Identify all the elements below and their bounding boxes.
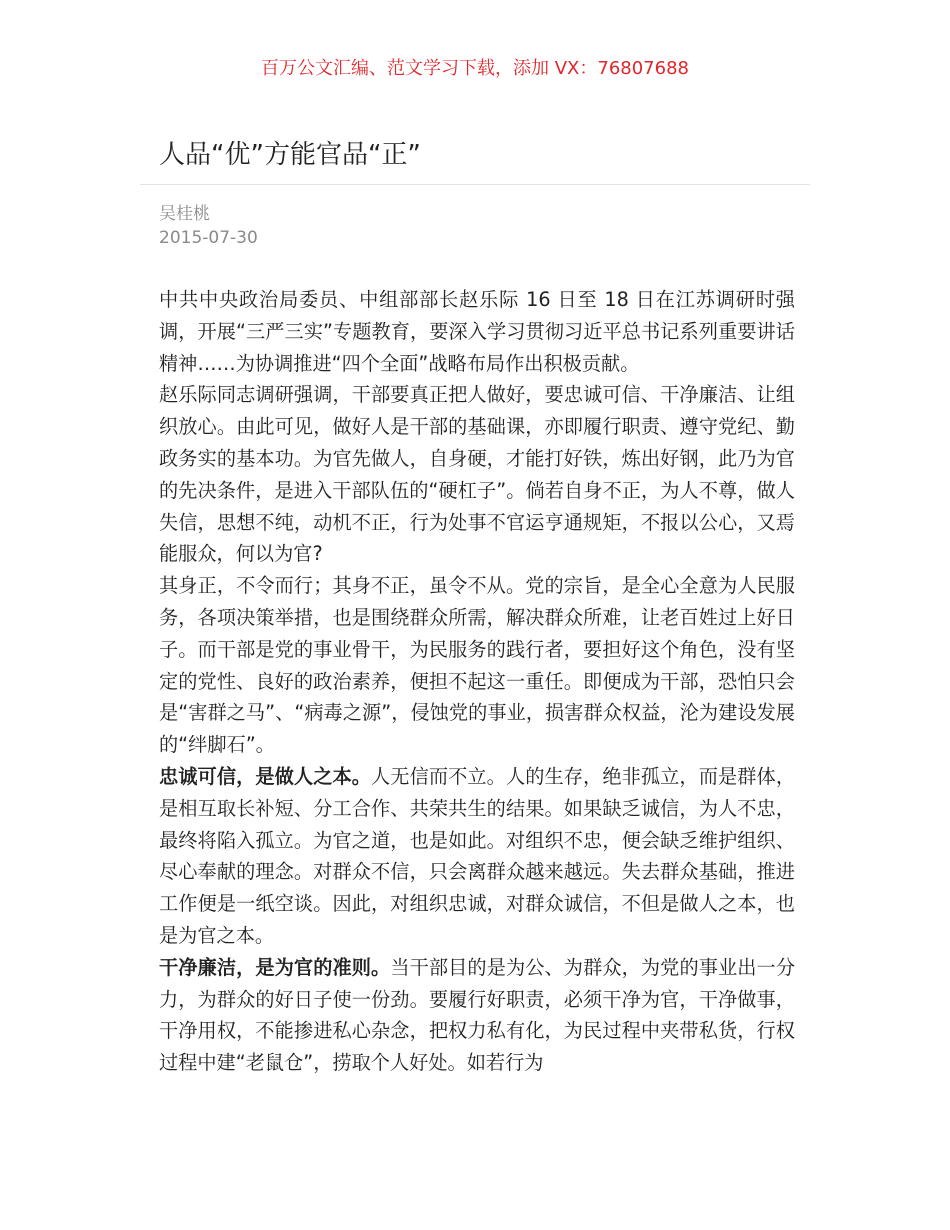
promo-banner: 百万公文汇编、范文学习下载，添加 VX：76807688 — [261, 58, 689, 79]
article-paragraph — [159, 284, 795, 379]
article-paragraph — [159, 570, 795, 761]
paragraph-lead: 干净廉洁，是为官的准则。 — [159, 955, 391, 979]
article-paragraph — [159, 379, 795, 570]
article-paragraph — [159, 952, 795, 1079]
paragraph-text: 人无信而不立。人的生存，绝非孤立，而是群体，是相互取长补短、分工合作、共荣共生的结果。如果缺乏诚信，为人不忠，最终将陷入孤立。为官之道，也是如此。对组织不忠，便会缺乏维护组织、尽心奉献的理念。对群众不信，只会离群众越来越远。失去群众基础，推进工作便是一纸空谈。因此，对组织忠诚，对群众诚信，不但是做人之本，也是为官之本。 — [159, 764, 796, 947]
paragraph-lead: 忠诚可信，是做人之本。 — [159, 764, 372, 788]
article-paragraph — [159, 761, 795, 952]
paragraph-text: 其身正，不令而行；其身不正，虽令不从。党的宗旨，是全心全意为人民服务，各项决策举措，也是围绕群众所需，解决群众所难，让老百姓过上好日子。而干部是党的事业骨干，为民服务的践行者，要担好这个角色，没有坚定的党性、良好的政治素养，便担不起这一重任。即便成为干部，恐怕只会是“害群之马”、“病毒之源”，侵蚀党的事业，损害群众权益，沦为建设发展的“绊脚石”。 — [159, 574, 795, 757]
article-body — [159, 284, 795, 1079]
article-author: 吴桂桃 — [159, 204, 210, 224]
title-divider — [140, 184, 810, 185]
paragraph-text: 中共中央政治局委员、中组部部长赵乐际 16 日至 18 日在江苏调研时强调，开展“三严三实”专题教育，要深入学习贯彻习近平总书记系列重要讲话精神……为协调推进“四个全面”战略布局作出积极贡献。 — [159, 288, 795, 375]
article-date: 2015-07-30 — [159, 228, 258, 248]
article-meta — [159, 202, 258, 250]
paragraph-text: 赵乐际同志调研强调，干部要真正把人做好，要忠诚可信、干净廉洁、让组织放心。由此可见，做好人是干部的基础课，亦即履行职责、遵守党纪、勤政务实的基本功。为官先做人，自身硬，才能打好铁，炼出好钢，此乃为官的先决条件，是进入干部队伍的“硬杠子”。倘若自身不正，为人不尊，做人失信，思想不纯，动机不正，行为处事不官运亨通规矩，不报以公心，又焉能服众，何以为官? — [159, 383, 795, 566]
article-title: 人品“优”方能官品“正” — [159, 140, 421, 170]
paragraph-text: 当干部目的是为公、为群众，为党的事业出一分力，为群众的好日子使一份劲。要履行好职责，必须干净为官，干净做事，干净用权，不能掺进私心杂念，把权力私有化，为民过程中夹带私货，行权过程中建“老鼠仓”，捞取个人好处。如若行为 — [159, 955, 796, 1075]
